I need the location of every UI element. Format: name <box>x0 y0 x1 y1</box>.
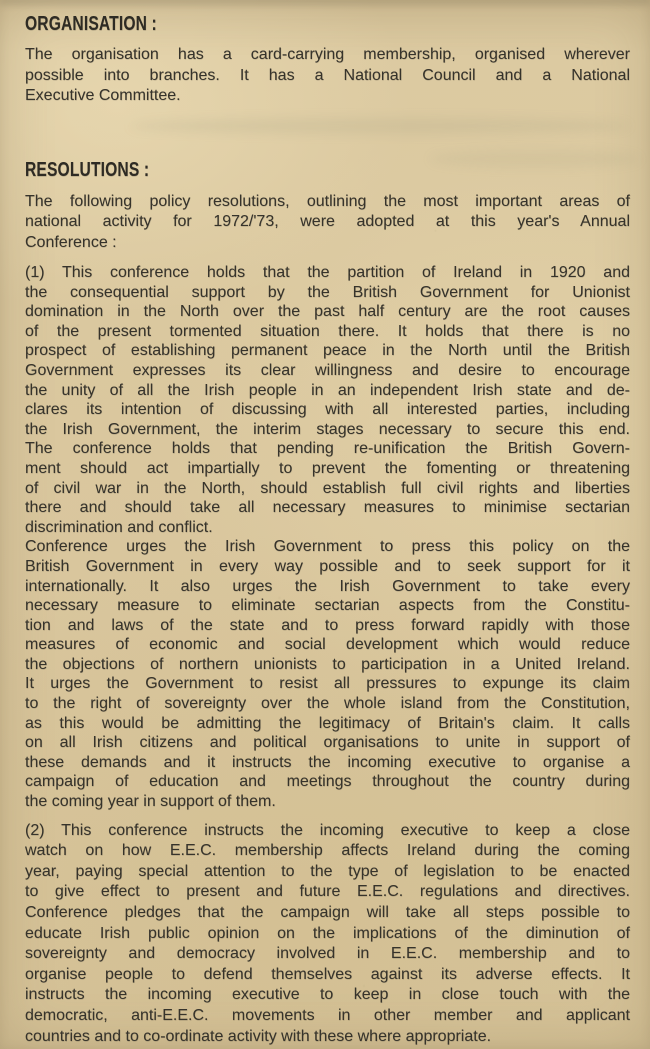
text-line: Conference : <box>25 233 117 251</box>
text-line: domination in the North over the past half century are the root causes <box>25 303 630 321</box>
text-line: Government expresses its clear willingness and desire to encourage <box>25 361 630 379</box>
resolution-1-paragraph-part-a <box>25 263 630 537</box>
text-line: (1) This conference holds that the partition of Ireland in 1920 and <box>25 264 630 281</box>
text-line: organise people to defend themselves against its adverse effects. It <box>25 965 630 983</box>
text-line: the unity of all the Irish people in an independent Irish state and de- <box>25 381 630 399</box>
text-line: to the right of sovereignty over the whole island from the Constitution, <box>25 695 630 713</box>
text-line: tion and laws of the state and to press forward rapidly with those <box>25 616 630 634</box>
text-line: the coming year in support of them. <box>25 793 276 811</box>
text-line: Executive Committee. <box>25 87 181 104</box>
resolution-2-paragraph <box>25 821 630 1048</box>
text-line: these demands and it instructs the incoming executive to organise a <box>25 753 630 771</box>
text-line: the Irish Government, the interim stages necessary to secure this end. <box>25 420 630 438</box>
text-line: to give effect to present and future E.E.C. regulations and directives. <box>25 883 630 901</box>
text-line: national activity for 1972/'73, were adopted at this year's Annual <box>25 213 630 230</box>
text-line: possible into branches. It has a National Council and a National <box>25 66 630 84</box>
text-line: of the present tormented situation there. It holds that there is no <box>25 322 630 340</box>
text-line: instructs the incoming executive to keep in close touch with the <box>25 986 630 1004</box>
text-line: measures of economic and social development which would reduce <box>25 636 630 654</box>
text-line: Conference pledges that the campaign will take all steps possible to <box>25 904 630 921</box>
text-line: on all Irish citizens and political organisations to unite in support of <box>25 734 630 752</box>
text-line: as this would be admitting the legitimacy of Britain's claim. It calls <box>25 714 630 732</box>
text-line: It urges the Government to resist all pressures to expunge its claim <box>25 675 630 693</box>
text-line: Conference urges the Irish Government to press this policy on the <box>25 538 630 556</box>
section-heading-resolutions: RESOLUTIONS : <box>25 158 150 181</box>
organisation-paragraph <box>25 45 630 107</box>
text-line: The organisation has a card-carrying membership, organised wherever <box>25 46 630 63</box>
text-line: (2) This conference instructs the incoming executive to keep a close <box>25 821 630 839</box>
text-line: necessary measure to eliminate sectarian aspects from the Constitu- <box>25 597 630 615</box>
text-line: The following policy resolutions, outlining the most important areas of <box>25 192 630 210</box>
scan-artifact-bleed-band <box>130 118 630 134</box>
text-line: countries and to co-ordinate activity with these where appropriate. <box>25 1027 492 1045</box>
text-line: the consequential support by the British Government for Unionist <box>25 283 630 301</box>
resolution-1-paragraph-part-b <box>25 537 630 811</box>
text-line: The conference holds that pending re-unification the British Govern- <box>25 440 630 458</box>
text-line: campaign of education and meetings throughout the country during <box>25 773 630 791</box>
resolutions-intro-paragraph <box>25 192 630 254</box>
text-line: of civil war in the North, should establish full civil rights and liberties <box>25 479 630 497</box>
scan-artifact-top-edge <box>0 0 650 6</box>
text-line: educate Irish public opinion on the implications of the diminution of <box>25 924 630 942</box>
text-line: sovereignty and democracy involved in E.E.C. membership and to <box>25 945 630 963</box>
text-line: there and should take all necessary measures to minimise sectarian <box>25 499 630 517</box>
text-line: year, paying special attention to the type of legislation to be enacted <box>25 862 630 880</box>
text-line: British Government in every way possible and to seek support for it <box>25 557 630 575</box>
section-heading-organisation: ORGANISATION : <box>25 13 157 35</box>
text-line: prospect of establishing permanent peace in the North until the British <box>25 342 630 360</box>
text-line: democratic, anti-E.E.C. movements in other member and applicant <box>25 1006 630 1024</box>
text-line: watch on how E.E.C. membership affects Ireland during the coming <box>25 842 630 860</box>
text-line: the objections of northern unionists to participation in a United Ireland. <box>25 655 630 673</box>
text-line: clares its intention of discussing with all interested parties, including <box>25 401 630 419</box>
text-line: discrimination and conflict. <box>25 518 213 536</box>
text-line: internationally. It also urges the Irish Government to take every <box>25 577 630 595</box>
text-line: ment should act impartially to prevent the fomenting or threatening <box>25 459 630 477</box>
